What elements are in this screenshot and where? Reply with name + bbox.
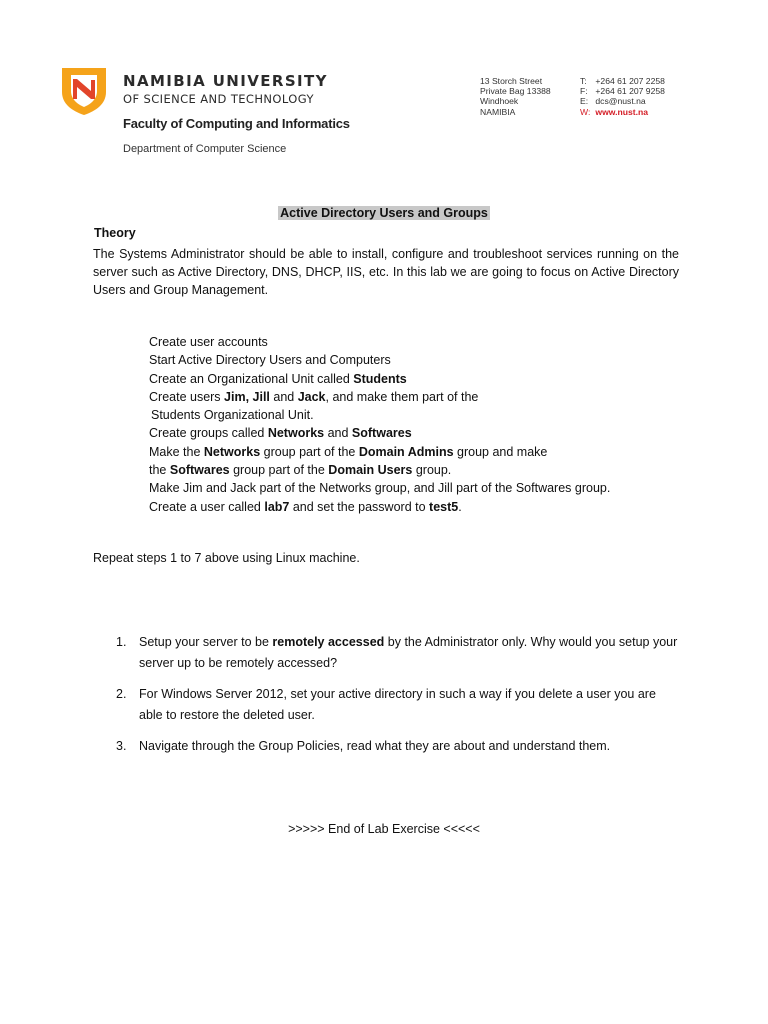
list-item: [149, 424, 610, 442]
website-link[interactable]: www.nust.na: [595, 106, 649, 117]
contact-label: E:: [580, 96, 589, 107]
department-name: Department of Computer Science: [123, 143, 287, 155]
question-number: 1.: [116, 635, 127, 649]
question-emphasis: remotely accessed: [272, 635, 385, 649]
contact-value: +264 61 207 9258: [595, 86, 665, 97]
step-text: .: [458, 499, 462, 514]
step-emphasis: Jim, Jill: [224, 389, 270, 404]
contact-value: dcs@nust.na: [595, 96, 646, 107]
document-title-wrap: [0, 206, 768, 220]
question-text: Setup your server to be: [139, 635, 273, 649]
intro-paragraph: The Systems Administrator should be able to install, configure and troubleshoot services running on the server such as Active Directory, DNS, DHCP, IIS, etc. In this lab we are going to focus on Active Directory Users and Group Management.: [93, 247, 679, 297]
question-text: by the Administrator only. Why would you setup your server up to be remotely accessed?: [139, 635, 678, 670]
nust-shield-logo: [60, 66, 108, 116]
postal-address: [480, 76, 551, 117]
faculty-name: Faculty of Computing and Informatics: [123, 116, 350, 131]
contact-value: +264 61 207 2258: [595, 76, 665, 86]
address-line: NAMIBIA: [480, 106, 516, 117]
question-number: 2.: [116, 687, 127, 701]
contact-label: T:: [580, 76, 587, 86]
step-emphasis: test5: [429, 499, 459, 514]
step-emphasis: Domain Admins: [358, 444, 454, 459]
university-name: NAMIBIA UNIVERSITY: [123, 72, 328, 90]
step-text: and: [269, 389, 298, 404]
step-emphasis: Softwares: [169, 463, 230, 478]
step-text: group part of the: [229, 463, 329, 478]
theory-heading: Theory: [94, 226, 136, 240]
step-text: Create users: [149, 389, 225, 404]
list-item: [149, 443, 610, 461]
step-emphasis: lab7: [264, 499, 290, 514]
step-text: Create groups called: [149, 426, 268, 441]
contact-fax: [580, 86, 665, 96]
step-emphasis: Networks: [267, 426, 325, 441]
address-line: Windhoek: [480, 96, 519, 107]
lab-steps-list: [149, 333, 610, 516]
step-text: Make Jim and Jack part of the Networks group, and Jill part of the Softwares group.: [149, 481, 611, 496]
step-text: the: [149, 463, 170, 478]
step-emphasis: Domain Users: [328, 463, 413, 478]
end-of-lab-note: >>>>> End of Lab Exercise <<<<<: [288, 822, 480, 836]
step-text: Create user accounts: [149, 335, 268, 349]
document-title: Active Directory Users and Groups: [280, 206, 488, 220]
question-text: Navigate through the Group Policies, read what they are about and understand them.: [139, 739, 611, 753]
contact-details: [580, 76, 665, 117]
list-item: [149, 479, 610, 497]
step-text: Create an Organizational Unit called: [149, 371, 354, 386]
address-line: Private Bag 13388: [480, 86, 551, 97]
list-item: [110, 684, 680, 725]
contact-phone: [580, 76, 665, 86]
step-emphasis: Students: [353, 371, 407, 386]
repeat-note: Repeat steps 1 to 7 above using Linux machine.: [93, 551, 360, 565]
step-text: and: [324, 426, 352, 441]
list-item: [149, 461, 610, 479]
step-text: , and make them part of the: [325, 389, 479, 404]
step-emphasis: Jack: [297, 389, 326, 404]
contact-web: [580, 107, 665, 117]
step-text: group.: [412, 463, 452, 478]
list-item: [149, 406, 610, 424]
step-text: group part of the: [260, 444, 359, 459]
question-number: 3.: [116, 739, 127, 753]
list-item: [149, 370, 610, 388]
contact-email: [580, 96, 665, 106]
step-text: Start Active Directory Users and Computers: [149, 353, 391, 368]
step-emphasis: Softwares: [351, 426, 412, 441]
list-item: [110, 632, 680, 673]
contact-label: F:: [580, 86, 588, 97]
address-line: 13 Storch Street: [480, 76, 543, 86]
question-text: For Windows Server 2012, set your active directory in such a way if you delete a user you are able to restore the deleted user.: [139, 687, 656, 722]
list-item: [149, 498, 610, 516]
university-subtitle: OF SCIENCE AND TECHNOLOGY: [123, 92, 314, 106]
list-item: [149, 333, 610, 351]
step-text: and set the password to: [289, 499, 430, 514]
list-item: [149, 351, 610, 369]
step-text: Create a user called: [149, 499, 265, 514]
step-text: Students Organizational Unit.: [151, 408, 314, 423]
step-text: Make the: [149, 444, 204, 459]
list-item: [149, 388, 610, 406]
step-emphasis: Networks: [203, 444, 261, 459]
questions-list: [110, 632, 680, 768]
contact-label: W:: [580, 106, 591, 117]
step-text: group and make: [453, 444, 548, 459]
list-item: [110, 736, 680, 757]
